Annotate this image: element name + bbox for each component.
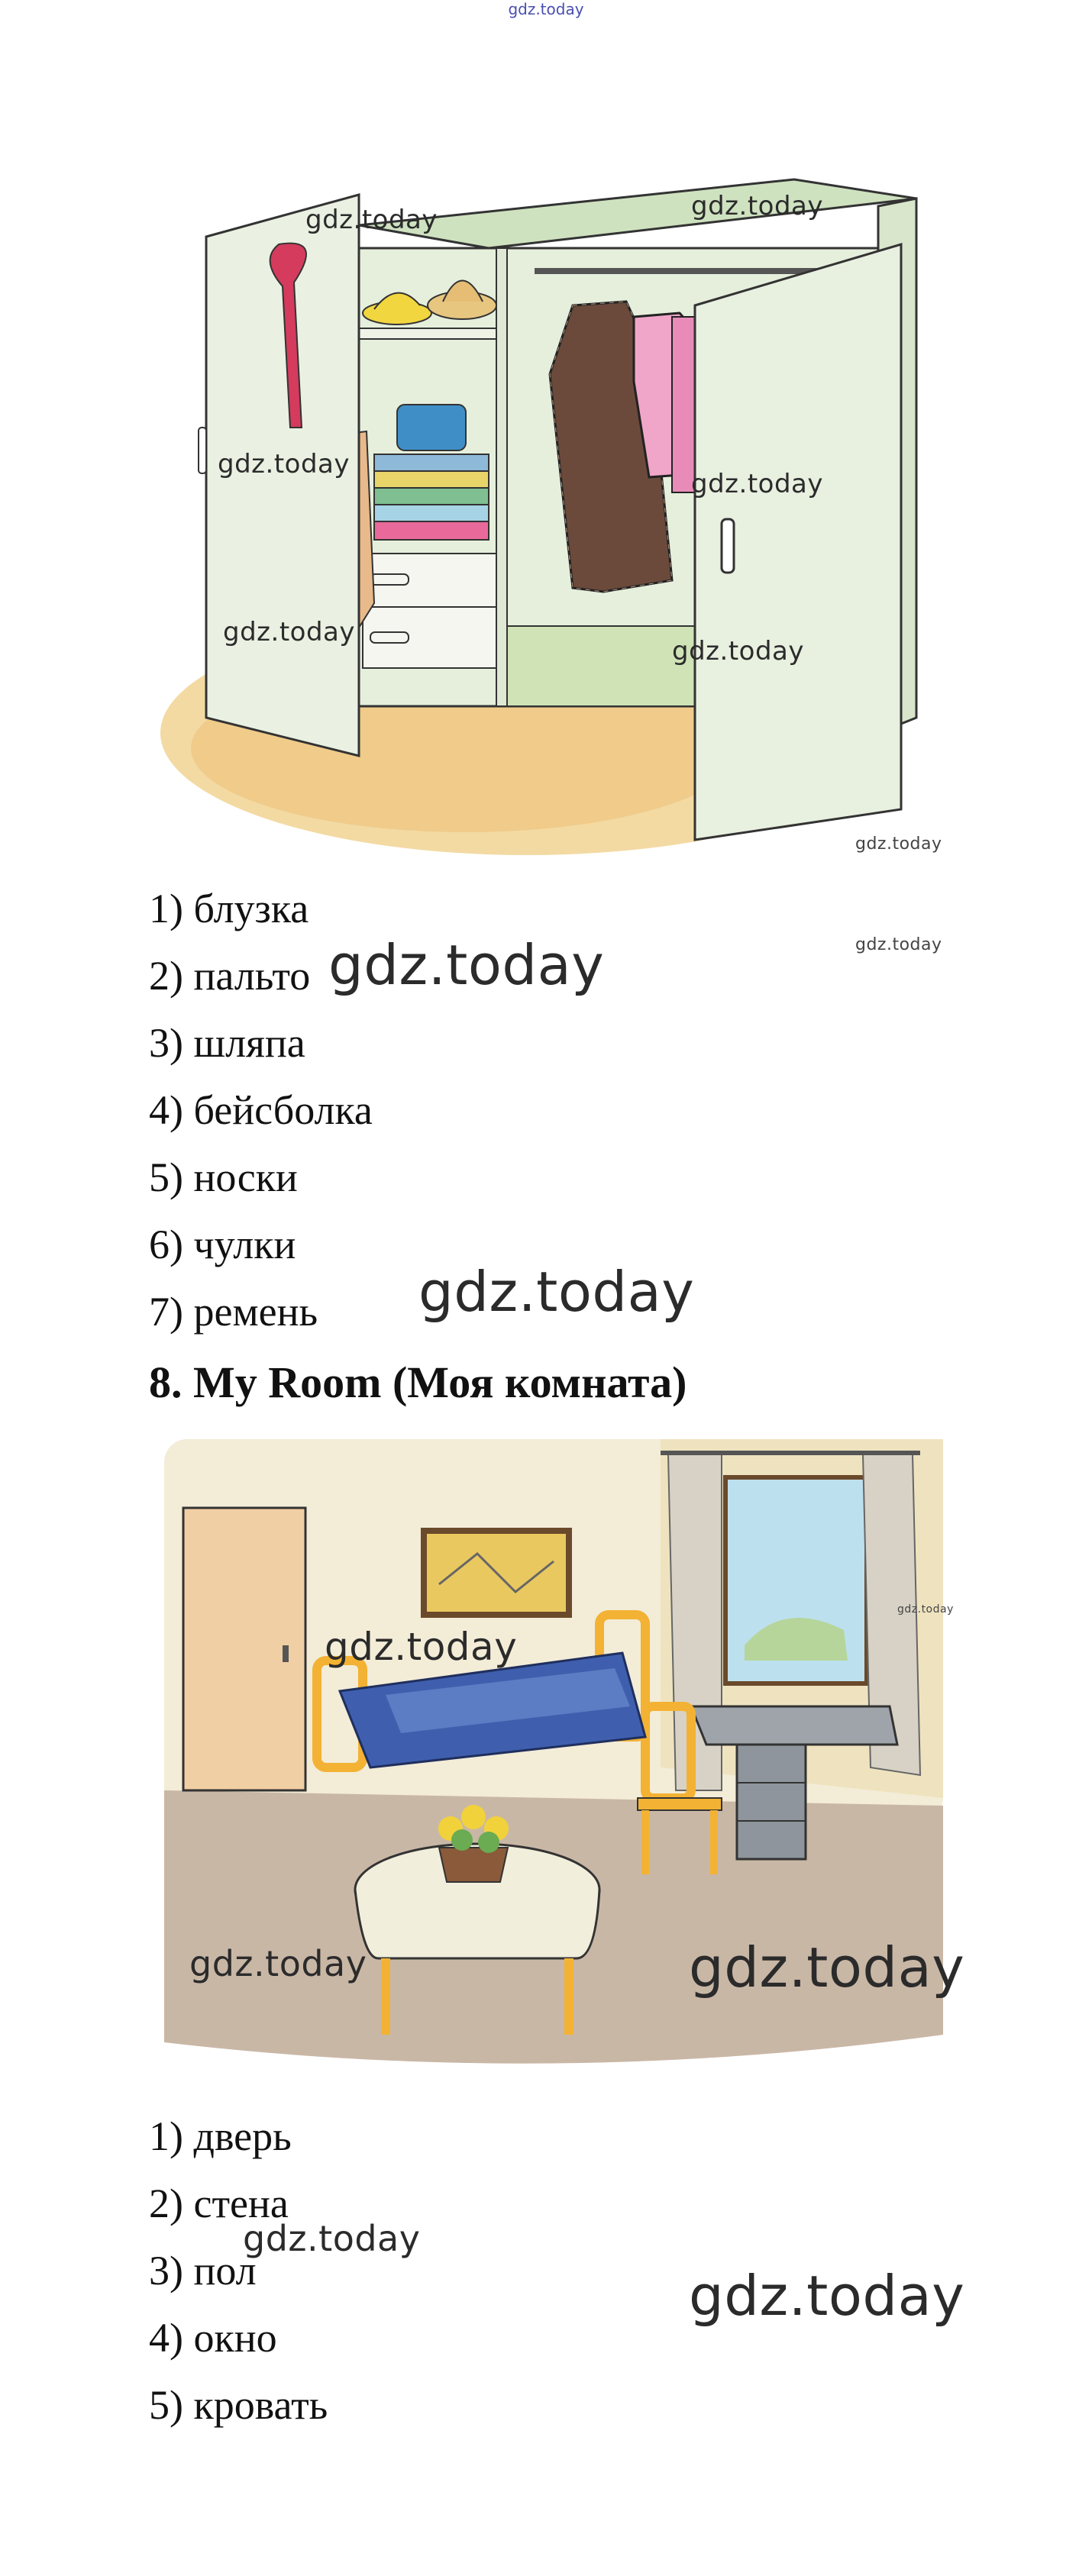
watermark: gdz.today xyxy=(243,2218,421,2259)
section-heading: 8. My Room (Моя комната) xyxy=(149,1357,687,1407)
list-item: 5) кровать xyxy=(149,2382,328,2428)
list-item: 6) чулки xyxy=(149,1222,296,1267)
watermark: gdz.today xyxy=(325,1625,518,1669)
wardrobe-illustration xyxy=(145,153,939,870)
watermark: gdz.today xyxy=(897,1603,954,1616)
watermark: gdz.today xyxy=(418,1260,695,1324)
list-item: 7) ремень xyxy=(149,1289,318,1335)
list-item: 1) дверь xyxy=(149,2113,292,2159)
list-item: 5) носки xyxy=(149,1154,298,1200)
list-item: 4) окно xyxy=(149,2315,277,2361)
watermark: gdz.today xyxy=(689,2264,965,2328)
wardrobe-drawing xyxy=(145,153,939,870)
list-item: 2) стена xyxy=(149,2181,289,2226)
watermark: gdz.today xyxy=(691,191,823,221)
watermark: gdz.today xyxy=(218,449,350,479)
watermark: gdz.today xyxy=(223,617,355,647)
watermark: gdz.today xyxy=(855,834,942,854)
watermark: gdz.today xyxy=(689,1935,965,2000)
watermark: gdz.today xyxy=(691,469,823,499)
watermark: gdz.today xyxy=(305,205,438,235)
list-item: 3) шляпа xyxy=(149,1020,305,1066)
list-item: 2) пальто xyxy=(149,953,311,999)
watermark: gdz.today xyxy=(328,933,605,997)
watermark: gdz.today xyxy=(189,1943,367,1984)
header-watermark: gdz.today xyxy=(508,0,584,18)
list-item: 1) блузка xyxy=(149,886,309,931)
list-item: 3) пол xyxy=(149,2248,257,2294)
watermark: gdz.today xyxy=(855,935,942,954)
list-item: 4) бейсболка xyxy=(149,1087,373,1133)
watermark: gdz.today xyxy=(672,636,804,667)
